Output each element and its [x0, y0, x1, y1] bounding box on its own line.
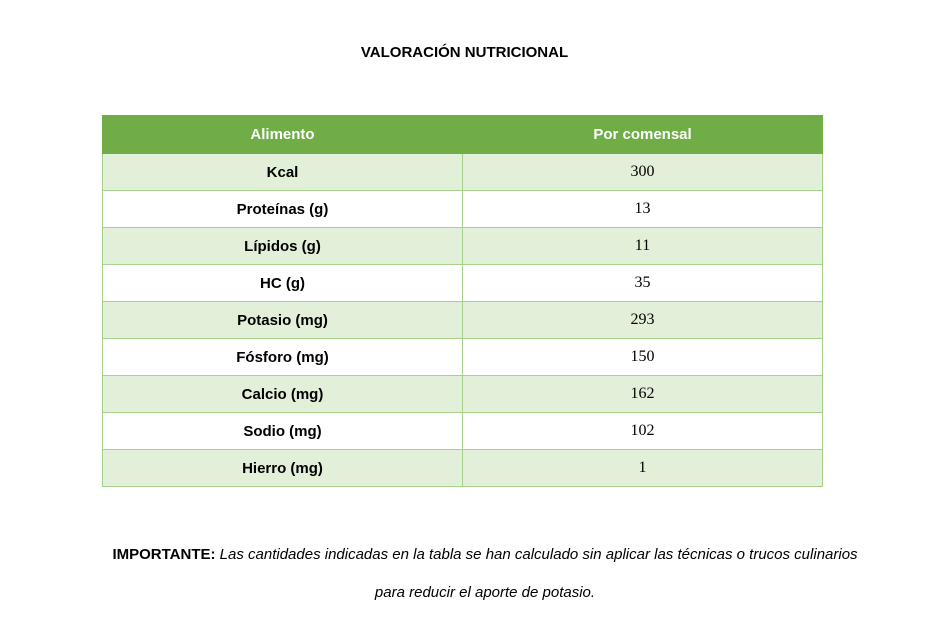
table-row	[103, 450, 823, 487]
row-label: Potasio (mg)	[103, 302, 463, 339]
row-label: Fósforo (mg)	[103, 339, 463, 376]
row-value: 102	[463, 413, 823, 450]
row-value: 35	[463, 265, 823, 302]
nutrition-table	[102, 115, 823, 487]
row-label: HC (g)	[103, 265, 463, 302]
row-value: 13	[463, 191, 823, 228]
row-label: Hierro (mg)	[103, 450, 463, 487]
row-value: 300	[463, 154, 823, 191]
note-text: Las cantidades indicadas en la tabla se han calculado sin aplicar las técnicas o trucos culinarios para reducir el aporte de potasio.	[219, 546, 858, 601]
table-row	[103, 154, 823, 191]
row-label: Lípidos (g)	[103, 228, 463, 265]
row-label: Sodio (mg)	[103, 413, 463, 450]
row-value: 293	[463, 302, 823, 339]
table-row	[103, 339, 823, 376]
row-value: 1	[463, 450, 823, 487]
header-por-comensal: Por comensal	[463, 116, 823, 154]
header-alimento: Alimento	[103, 116, 463, 154]
table-row	[103, 376, 823, 413]
row-label: Calcio (mg)	[103, 376, 463, 413]
note-label: IMPORTANTE:	[112, 546, 216, 563]
row-label: Proteínas (g)	[103, 191, 463, 228]
page-title: VALORACIÓN NUTRICIONAL	[360, 44, 569, 61]
table-row	[103, 413, 823, 450]
important-note	[100, 536, 870, 612]
table-row	[103, 228, 823, 265]
row-label: Kcal	[103, 154, 463, 191]
table-row	[103, 302, 823, 339]
row-value: 11	[463, 228, 823, 265]
table-header-row	[103, 116, 823, 154]
row-value: 150	[463, 339, 823, 376]
row-value: 162	[463, 376, 823, 413]
table-row	[103, 265, 823, 302]
table-row	[103, 191, 823, 228]
